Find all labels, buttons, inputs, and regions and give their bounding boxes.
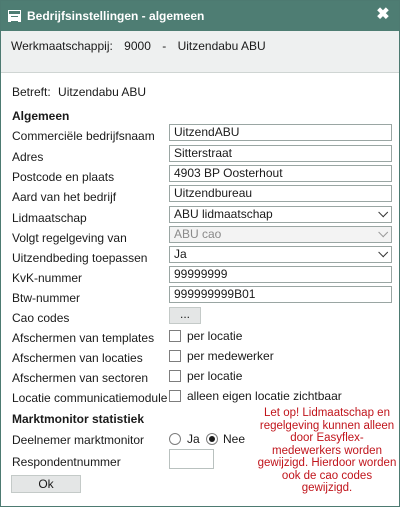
commerciele-naam-label: Commerciële bedrijfsnaam bbox=[12, 129, 155, 143]
betreft-value: Uitzendabu ABU bbox=[58, 85, 147, 99]
werkmaatschappij-label: Werkmaatschappij: bbox=[11, 39, 113, 53]
cao-codes-label: Cao codes bbox=[12, 311, 70, 325]
communicatie-label: Locatie communicatiemodule bbox=[12, 391, 168, 405]
uitzendbeding-select[interactable] bbox=[169, 246, 392, 263]
kvk-field[interactable]: 99999999 bbox=[169, 266, 392, 283]
lidmaatschap-label: Lidmaatschap bbox=[12, 211, 87, 225]
sectoren-option-label: per locatie bbox=[187, 369, 243, 383]
communicatie-option-label: alleen eigen locatie zichtbaar bbox=[187, 389, 342, 403]
communicatie-checkbox[interactable] bbox=[169, 390, 181, 402]
werkmaatschappij-separator: - bbox=[162, 39, 167, 53]
cao-codes-button[interactable]: ... bbox=[169, 307, 201, 324]
templates-checkbox[interactable] bbox=[169, 330, 181, 342]
ok-button[interactable] bbox=[11, 475, 81, 493]
warning-message: Let op! Lidmaatschap en regelgeving kunnen alleen door Easyflex-medewerkers worden gewijzigd. Hierdoor worden ook de cao codes gewijzigd. bbox=[257, 407, 397, 494]
lidmaatschap-value: ABU lidmaatschap bbox=[174, 207, 273, 221]
chevron-down-icon bbox=[378, 227, 388, 237]
chevron-down-icon bbox=[378, 247, 388, 257]
chevron-down-icon bbox=[378, 207, 388, 217]
aard-field[interactable]: Uitzendbureau bbox=[169, 185, 392, 202]
locaties-checkbox[interactable] bbox=[169, 350, 181, 362]
deelnemer-ja-label: Ja bbox=[187, 432, 200, 446]
section-algemeen: Algemeen bbox=[12, 109, 70, 123]
werkmaatschappij-line bbox=[11, 39, 274, 53]
deelnemer-label: Deelnemer marktmonitor bbox=[12, 433, 145, 447]
postcode-field[interactable]: 4903 BP Oosterhout bbox=[169, 165, 392, 182]
templates-option-label: per locatie bbox=[187, 329, 243, 343]
regelgeving-select bbox=[169, 226, 392, 243]
locaties-option-label: per medewerker bbox=[187, 349, 274, 363]
lidmaatschap-select[interactable] bbox=[169, 206, 392, 223]
sectoren-label: Afschermen van sectoren bbox=[12, 371, 149, 385]
window-icon bbox=[8, 10, 21, 22]
sectoren-checkbox[interactable] bbox=[169, 370, 181, 382]
regelgeving-value: ABU cao bbox=[174, 227, 222, 241]
btw-field[interactable]: 999999999B01 bbox=[169, 286, 392, 303]
betreft-label: Betreft: bbox=[12, 85, 51, 99]
adres-field[interactable]: Sitterstraat bbox=[169, 145, 392, 162]
deelnemer-nee-radio[interactable] bbox=[206, 433, 218, 445]
deelnemer-ja-radio[interactable] bbox=[169, 433, 181, 445]
werkmaatschappij-code: 9000 bbox=[124, 39, 151, 53]
btw-label: Btw-nummer bbox=[12, 291, 81, 305]
respondent-field[interactable] bbox=[169, 449, 214, 469]
company-header bbox=[1, 31, 399, 73]
uitzendbeding-value: Ja bbox=[174, 247, 187, 261]
uitzendbeding-label: Uitzendbeding toepassen bbox=[12, 251, 148, 265]
werkmaatschappij-name: Uitzendabu ABU bbox=[177, 39, 266, 53]
aard-label: Aard van het bedrijf bbox=[12, 190, 117, 204]
kvk-label: KvK-nummer bbox=[12, 271, 83, 285]
regelgeving-label: Volgt regelgeving van bbox=[12, 231, 127, 245]
respondent-label: Respondentnummer bbox=[12, 455, 121, 469]
adres-label: Adres bbox=[12, 150, 44, 164]
window-title: Bedrijfsinstellingen - algemeen bbox=[27, 9, 205, 23]
close-icon[interactable]: ✖ bbox=[376, 6, 390, 23]
ok-button-label: Ok bbox=[38, 477, 54, 491]
locaties-label: Afschermen van locaties bbox=[12, 351, 143, 365]
title-bar[interactable] bbox=[1, 1, 399, 31]
deelnemer-nee-label: Nee bbox=[223, 432, 246, 446]
betreft-line bbox=[12, 85, 146, 99]
postcode-label: Postcode en plaats bbox=[12, 170, 115, 184]
commerciele-naam-field[interactable]: UitzendABU bbox=[169, 124, 392, 141]
section-marktmonitor: Marktmonitor statistiek bbox=[12, 412, 145, 426]
templates-label: Afschermen van templates bbox=[12, 331, 155, 345]
